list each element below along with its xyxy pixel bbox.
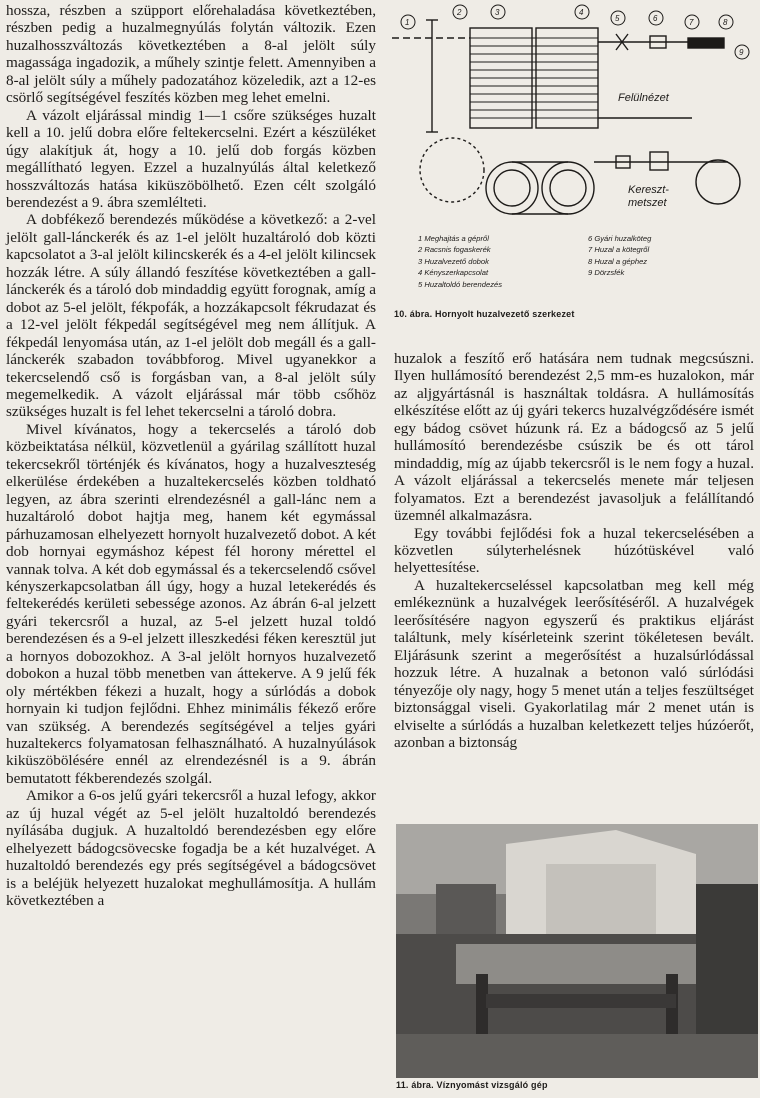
paragraph: hossza, részben a szüpport előrehaladása következtében, részben pedig a huzalmegnyúlás folytán változik. Ezen huzalhosszváltozás következtében a 8-al jelölt súly magassága ingadozik, a műhely szintje felett. Amennyiben a 8-al jelölt súly a műhely padozatához közeledik, azt a 12-es csörlő segítségével feszítés közben meg lehet emelni. [6, 2, 376, 107]
figure-10-legend-left [418, 233, 578, 290]
legend-item: 4 Kényszerkapcsolat [418, 268, 489, 278]
legend-item: 7 Huzal a kötegről [588, 245, 650, 255]
callout-7: 7 [689, 18, 694, 27]
figure-11-photo [396, 824, 758, 1078]
left-text-column [6, 2, 376, 910]
callout-8: 8 [723, 18, 728, 27]
legend-item: 5 Huzaltoldó berendezés [418, 279, 503, 289]
legend-item: 6 Gyári huzalköteg [588, 234, 652, 243]
paragraph: Mivel kívánatos, hogy a tekercselés a tároló dob közbeiktatása nélkül, közvetlenül a gyárilag szállított huzal tekercsekről történjék és kívánatos, hogy a huzalveszteség elkerülése érdekében a huzaltekercselés közben toldható legyen, az ábra szerinti elrendezésnél a gall-lánc nem a huzaltároló dobot hajtja meg, hanem két egymással párhuzamosan elhelyezett hornyolt huzalvezető dobot. A két dob hornyai egymáshoz képest fél horony mérettel el vannak tolva. A két dob egymással és a tekercselendő csővel kényszerkapcsolatban áll úgy, hogy a huzal letekerédés és feltekerédés kerületi sebessége azonos. Az ábrán 6-al jelzett gyári tekercsről a huzal, az 5-el jelzett huzal toldó berendezésen és a 9-el jelzett illeszkedési féken keresztül jut a hornyos dobozokhoz. A 3-al jelölt hornyos huzalvezető dobokon a huzal több menetben van áttekerve. A 9 jelű fék oly mértékben fékezi a huzalt, hogy a súrlódás a dobok hornyain ki tudjon fejlődni. Ehhez minimális fékező erőre van szükség. A berendezés segítségével a teljes gyári huzaltekercs folyamatosan felhasználható. A huzalnyúlások kiküszöbölésére ennél az elrendezésnél is a 9. ábrán bemutatott fékberendezés szolgál. [6, 420, 376, 787]
callout-1: 1 [405, 18, 410, 27]
paragraph: A dobfékező berendezés működése a következő: a 2-vel jelölt gall-lánckerék és az 1-el jelölt huzaltároló dob közti kapcsolatot a 3-al jelölt kilincskerék és a 4-el jelölt kilincsek hozzák létre. A súly állandó feszítése következtében a gall-lánckerék és a tároló dob mindaddig együtt forognak, amíg a dobot az 5-el jelölt, fékpofák, a hozzákapcsolt fékrudazat és a 12-vel jelölt fékpedál segítségével meg nem állítjuk. A fékpedál lenyomása után, az 1-el jelölt dob megáll és a gall-lánckerék szabadon továbbforog. Mivel ugyanekkor a tekercselendő cső is forgásban van, a 8-al jelölt súly megemelkedik. A vázolt eljárással már több csőhöz szükséges huzalt is fel lehet tekercselni a tároló dobra. [6, 211, 376, 421]
wire-coil-top [688, 38, 724, 48]
right-text-column [394, 350, 754, 751]
callout-6: 6 [653, 14, 658, 23]
paragraph: huzalok a feszítő erő hatására nem tudnak megcsúszni. Ilyen hullámosító berendezést 2,5 mm-es huzalokon, már az aljgyártásnál is használtak toldásra. A hullámosítás elkészítése előtt az új gyári tekercs huzalvégződésére ismét egy bádog csövet húzunk rá. Ez a bádogcső az 5 jelű hullámosító berendezésbe csúszik be és ott tárol mindaddig, míg az újabb tekercsről is le nem fogy a huzal. A vázolt eljárással a tekercselés menete már teljesen folyamatos. Ezt a berendezést javasoljuk a felállítandó üzemnél alkalmazásra. [394, 350, 754, 525]
paragraph: A vázolt eljárással mindig 1—1 csőre szükséges huzalt kell a 10. jelű dobra előre feltekercselni. Ezért a készüléket úgy alakítjuk át, hogy a 10. jelű dob forgás közben megállítható legyen. Ezzel a huzalnyúlás által keletkező hosszváltozás hatása kiküszöbölhető. Ezen célt szolgáló berendezést a 9. ábra szemlélteti. [6, 106, 376, 211]
ratchet-gear [420, 138, 484, 202]
figure-11-caption: 11. ábra. Víznyomást vizsgáló gép [396, 1080, 548, 1090]
label-top-view: Felülnézet [618, 92, 669, 104]
paragraph: A huzaltekercseléssel kapcsolatban meg kell még emlékeznünk a huzalvégek leerősítéséről. A huzalvégek leerősítésére nagyon egyszerű és praktikus eljárást találtunk, mely kísérleteink szerint tökéletesen bevált. Eljárásunk szerint a megerősítést a huzalsúrlódással hozzuk létre. A huzalnak a betonon való súrlódási tényezője oly nagy, hogy 5 menet után a teljes feszültséget biztonsággal viseli. Gyakorlatilag már 2 menet után is elviselte a súrlódás a huzalban keletkezett teljes húzóerőt, azonban a biztonság [394, 576, 754, 751]
photo-illustration [396, 824, 758, 1078]
callout-4: 4 [579, 8, 584, 17]
callout-5: 5 [615, 14, 620, 23]
paragraph: Egy további fejlődési fok a huzal tekercselésében a közvetlen súlyterhelésnek húzótüskével való helyettesítése. [394, 524, 754, 577]
callout-9: 9 [739, 48, 744, 57]
legend-item: 1 Meghajtás a gépről [418, 234, 489, 243]
callout-2: 2 [457, 8, 462, 17]
legend-item: 2 Racsnis fogaskerék [418, 245, 491, 255]
label-cross-section: Kereszt- metszet [628, 184, 669, 209]
legend-item: 9 Dörzsfék [588, 268, 625, 278]
legend-item: 3 Huzalvezető dobok [418, 256, 489, 266]
paragraph: Amikor a 6-os jelű gyári tekercsről a huzal lefogy, akkor az új huzal végét az 5-el jelölt huzaltoldó berendezés nyílásába dugjuk. A huzaltoldó berendezésben egy előre elhelyezett bádogcsövecske fogadja be a két huzalvéget. A huzaltoldó berendezés egy prés segítségével a bádogcsövet is a beléjük helyezett huzalokat meghullámosítja. A hullám következtében a [6, 787, 376, 910]
figure-10-caption: 10. ábra. Hornyolt huzalvezető szerkezet [394, 309, 575, 319]
legend-item: 8 Huzal a géphez [588, 256, 648, 266]
callout-3: 3 [495, 8, 500, 17]
figure-10-legend-right [588, 233, 748, 279]
